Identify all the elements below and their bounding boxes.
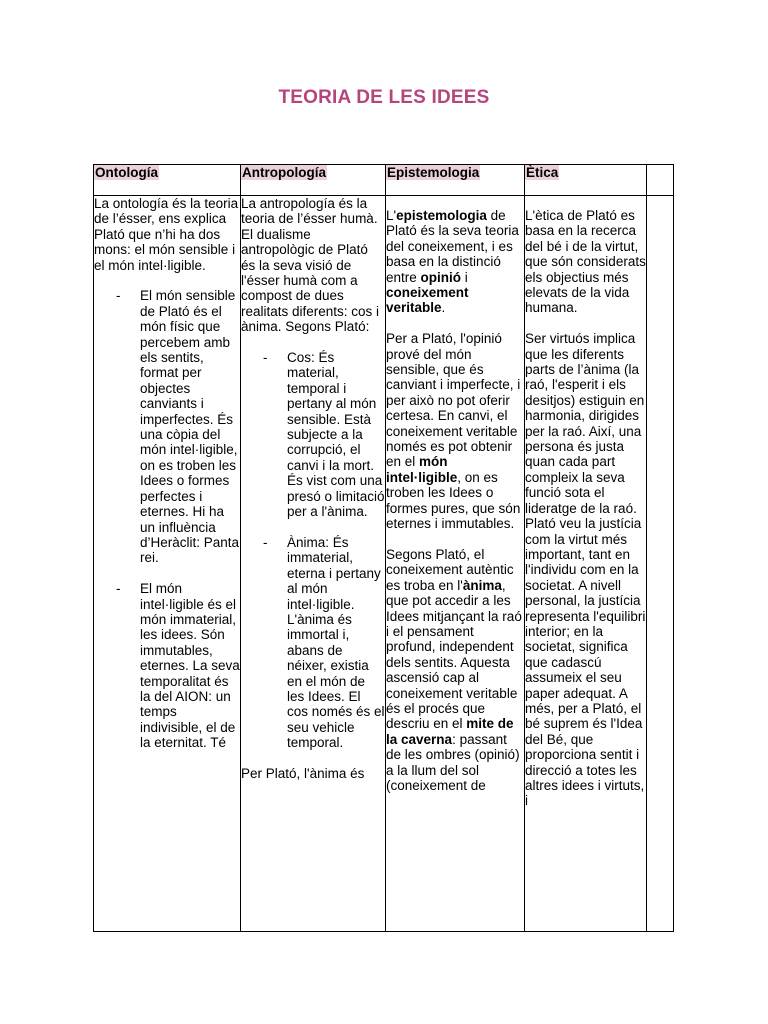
antropologia-bullet-list <box>241 350 385 751</box>
list-item: - El món sensible de Plató és el món físic que percebem amb els sentits, format per objectes canviants i imperfectes. És una còpia del món intel·ligible, on es troben les Idees o formes perfectes i eternes. Hi ha un influència d’Heràclit: Panta rei. <box>116 288 240 566</box>
header-empty <box>647 165 674 196</box>
cell-ontologia <box>94 196 241 932</box>
ontologia-bullet-list <box>94 288 240 750</box>
cell-etica <box>525 196 647 932</box>
epistemologia-paragraph-2: Per a Plató, l'opinió prové del món sensible, que és canviant i imperfecte, i per això no pot oferir certesa. En canvi, el coneixement veritable només es pot obtenir en el món intel·ligible, on es troben les Idees o formes pures, que són eternes i immutables. <box>386 331 521 532</box>
header-ontologia: Ontología <box>94 165 241 196</box>
cell-empty <box>647 196 674 932</box>
epistemologia-paragraph-3: Segons Plató, el coneixement autèntic es troba en l'ànima, que pot accedir a les Idees mitjançant la raó i el pensament profund, independent dels sentits. Aquesta ascensió cap al coneixement veritable és el procés que descriu en el mite de la caverna: passant de les ombres (opinió) a la llum del sol (coneixement de <box>386 546 522 793</box>
ontologia-intro: La ontología és la teoria de l’ésser, ens explica Plató que n’hi ha dos mons: el món sensible i el món intel·ligible. <box>94 196 239 273</box>
list-item: - Cos: És material, temporal i pertany al món sensible. Està subjecte a la corrupció, el canvi i la mort. És vist com una presó o limitació per a l'ànima. <box>263 350 385 520</box>
ideas-table <box>93 164 674 932</box>
header-epistemologia: Epistemologia <box>386 165 525 196</box>
page-title: TEORIA DE LES IDEES <box>278 87 490 108</box>
table-header-row <box>94 165 674 196</box>
antropologia-intro: La antropología és la teoria de l’ésser humà. El dualisme antropològic de Plató és la seva visió de l'ésser humà com a compost de dues realitats diferents: cos i ànima. Segons Plató: <box>241 196 380 335</box>
table-body-row <box>94 196 674 932</box>
list-item: - Ànima: És immaterial, eterna i pertany al món intel·ligible. L'ànima és immortal i, abans de néixer, existia en el món de les Idees. El cos només és el seu vehicle temporal. <box>263 534 385 751</box>
etica-paragraph-1: L'ètica de Plató es basa en la recerca del bé i de la virtut, que són considerats els objectius més elevats de la vida humana. <box>525 208 646 316</box>
antropologia-outro: Per Plató, l'ànima és <box>241 765 365 781</box>
etica-paragraph-2: Ser virtuós implica que les diferents parts de l’ànima (la raó, l'esperit i els desitjos) estiguin en harmonia, dirigides per la raó. Així, una persona és justa quan cada part compleix la seva funció sota el lideratge de la raó. Plató veu la justícia com la virtut més important, tant en l'individu com en la societat. A nivell personal, la justícia representa l'equilibri interior; en la societat, significa que cadascú assumeix el seu paper adequat. A més, per a Plató, el bé suprem és l'Idea del Bé, que proporciona sentit i direcció a totes les altres idees i virtuts, i <box>525 331 646 809</box>
epistemologia-paragraph-1: L'epistemologia de Plató és la seva teoria del coneixement, i es basa en la distinció entre opinió i coneixement veritable. <box>386 208 519 316</box>
cell-epistemologia <box>386 196 525 932</box>
header-etica: Ètica <box>525 165 647 196</box>
header-antropologia: Antropología <box>241 165 386 196</box>
cell-antropologia <box>241 196 386 932</box>
list-item: - El món intel·ligible és el món immaterial, les idees. Són immutables, eternes. La seva temporalitat és la del AION: un temps indivisible, el de la eternitat. Té <box>116 581 240 751</box>
